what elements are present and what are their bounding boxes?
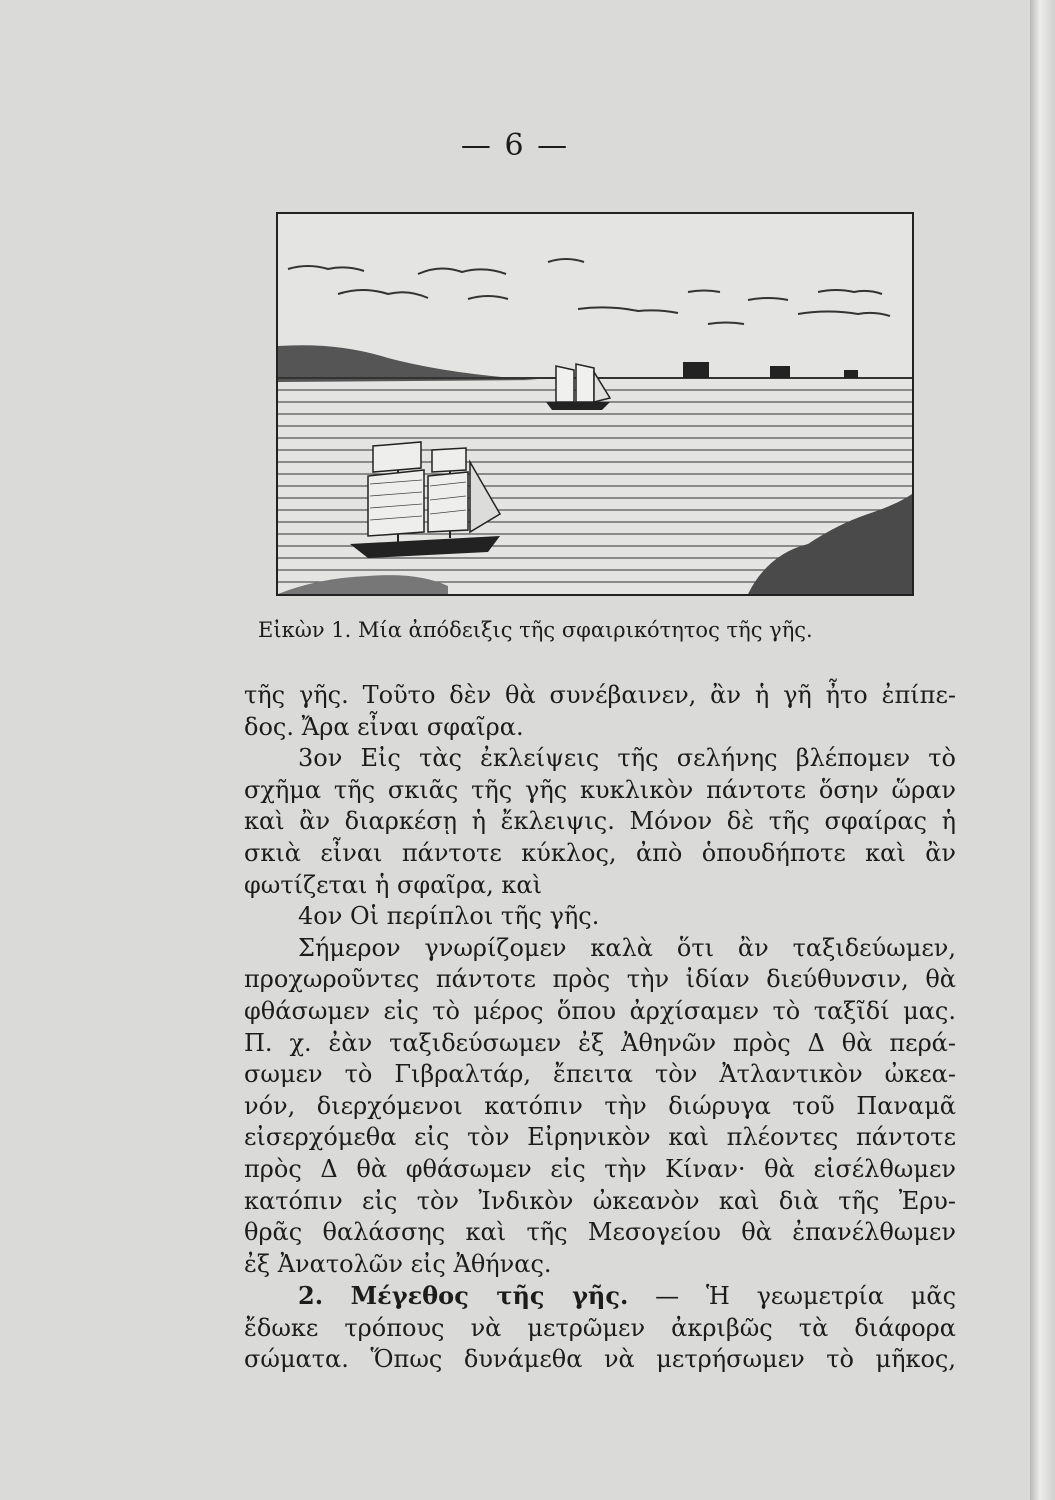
ships-at-sea-engraving — [278, 214, 912, 594]
text-line: δος. Ἄρα εἶναι σφαῖρα. — [244, 712, 524, 741]
section-heading-line — [244, 1280, 956, 1313]
ships-illustration — [276, 212, 914, 596]
text-line: Π. χ. ἐὰν ταξιδεύσωμεν ἐξ Ἀθηνῶν πρὸς Δ θὰ περά- — [244, 1028, 956, 1057]
headland — [278, 345, 538, 382]
page-edge — [1030, 0, 1055, 1500]
text-line: τῆς γῆς. Τοῦτο δὲν θὰ συνέβαινεν, ἂν ἡ γῆ ἦτο ἐπίπε- — [244, 681, 956, 709]
large-sailing-ship — [350, 442, 500, 558]
text-line: εἰσερχόμεθα εἰς τὸν Εἰρηνικὸν καὶ πλέοντες πάντοτε — [244, 1123, 956, 1152]
text-line: πρὸς Δ θὰ φθάσωμεν εἰς τὴν Κίναν· θὰ εἰσέλθωμεν — [244, 1154, 956, 1183]
text-line: σκιὰ εἶναι πάντοτε κύκλος, ἀπὸ ὁπουδήποτε καὶ ἂν — [244, 838, 956, 867]
body-text — [244, 680, 956, 1376]
figure-caption: Εἰκὼν 1. Μία ἀπόδειξις τῆς σφαιρικότητος τῆς γῆς. — [258, 618, 813, 642]
text-line: Σήμερον γνωρίζομεν καλὰ ὅτι ἂν ταξιδεύωμεν, — [298, 933, 956, 962]
text-line: ἔδωκε τρόπους νὰ μετρῶμεν ἀκριβῶς τὰ διάφορα — [244, 1313, 956, 1342]
text-line: 3ον Εἰς τὰς ἐκλείψεις τῆς σελήνης βλέπομεν τὸ — [298, 744, 956, 773]
text-line: καὶ ἂν διαρκέσῃ ἡ ἔκλειψις. Μόνον δὲ τῆς σφαίρας ἡ — [244, 807, 956, 836]
text-line: σωμεν τὸ Γιβραλτάρ, ἔπειτα τὸν Ἀτλαντικὸν ὠκεα- — [244, 1060, 956, 1089]
text-line: 4ον Οἱ περίπλοι τῆς γῆς. — [298, 902, 600, 931]
text-line: θρᾶς θαλάσσης καὶ τῆς Μεσογείου θὰ ἐπανέλθωμεν — [244, 1218, 956, 1247]
text-line: φωτίζεται ἡ σφαῖρα, καὶ — [244, 870, 543, 899]
text-line: σώματα. Ὅπως δυνάμεθα νὰ μετρήσωμεν τὸ μῆκος, — [244, 1345, 956, 1374]
clouds — [288, 259, 890, 324]
page-number: — 6 — — [460, 128, 570, 163]
text-line: κατόπιν εἰς τὸν Ἰνδικὸν ὠκεανὸν καὶ διὰ τῆς Ἐρυ- — [244, 1186, 956, 1215]
section-heading: 2. Μέγεθος τῆς γῆς. — [298, 1281, 629, 1311]
text-line: ἐξ Ἀνατολῶν εἰς Ἀθήνας. — [244, 1249, 552, 1278]
foreground-waves — [278, 575, 448, 594]
text-line: προχωροῦντες πάντοτε πρὸς τὴν ἰδίαν διεύθυνσιν, θὰ — [244, 965, 956, 994]
distant-ships — [683, 362, 858, 378]
rocks — [748, 494, 912, 594]
text-line: νόν, διερχόμενοι κατόπιν τὴν διώρυγα τοῦ Παναμᾶ — [244, 1091, 956, 1120]
text-line: φθάσωμεν εἰς τὸ μέρος ὅπου ἀρχίσαμεν τὸ ταξῖδί μας. — [244, 996, 956, 1025]
middle-ship — [546, 364, 610, 410]
section-first-line: — Ἡ γεωμετρία μᾶς — [655, 1282, 957, 1311]
text-line: σχῆμα τῆς σκιᾶς τῆς γῆς κυκλικὸν πάντοτε ὅσην ὥραν — [244, 775, 956, 804]
